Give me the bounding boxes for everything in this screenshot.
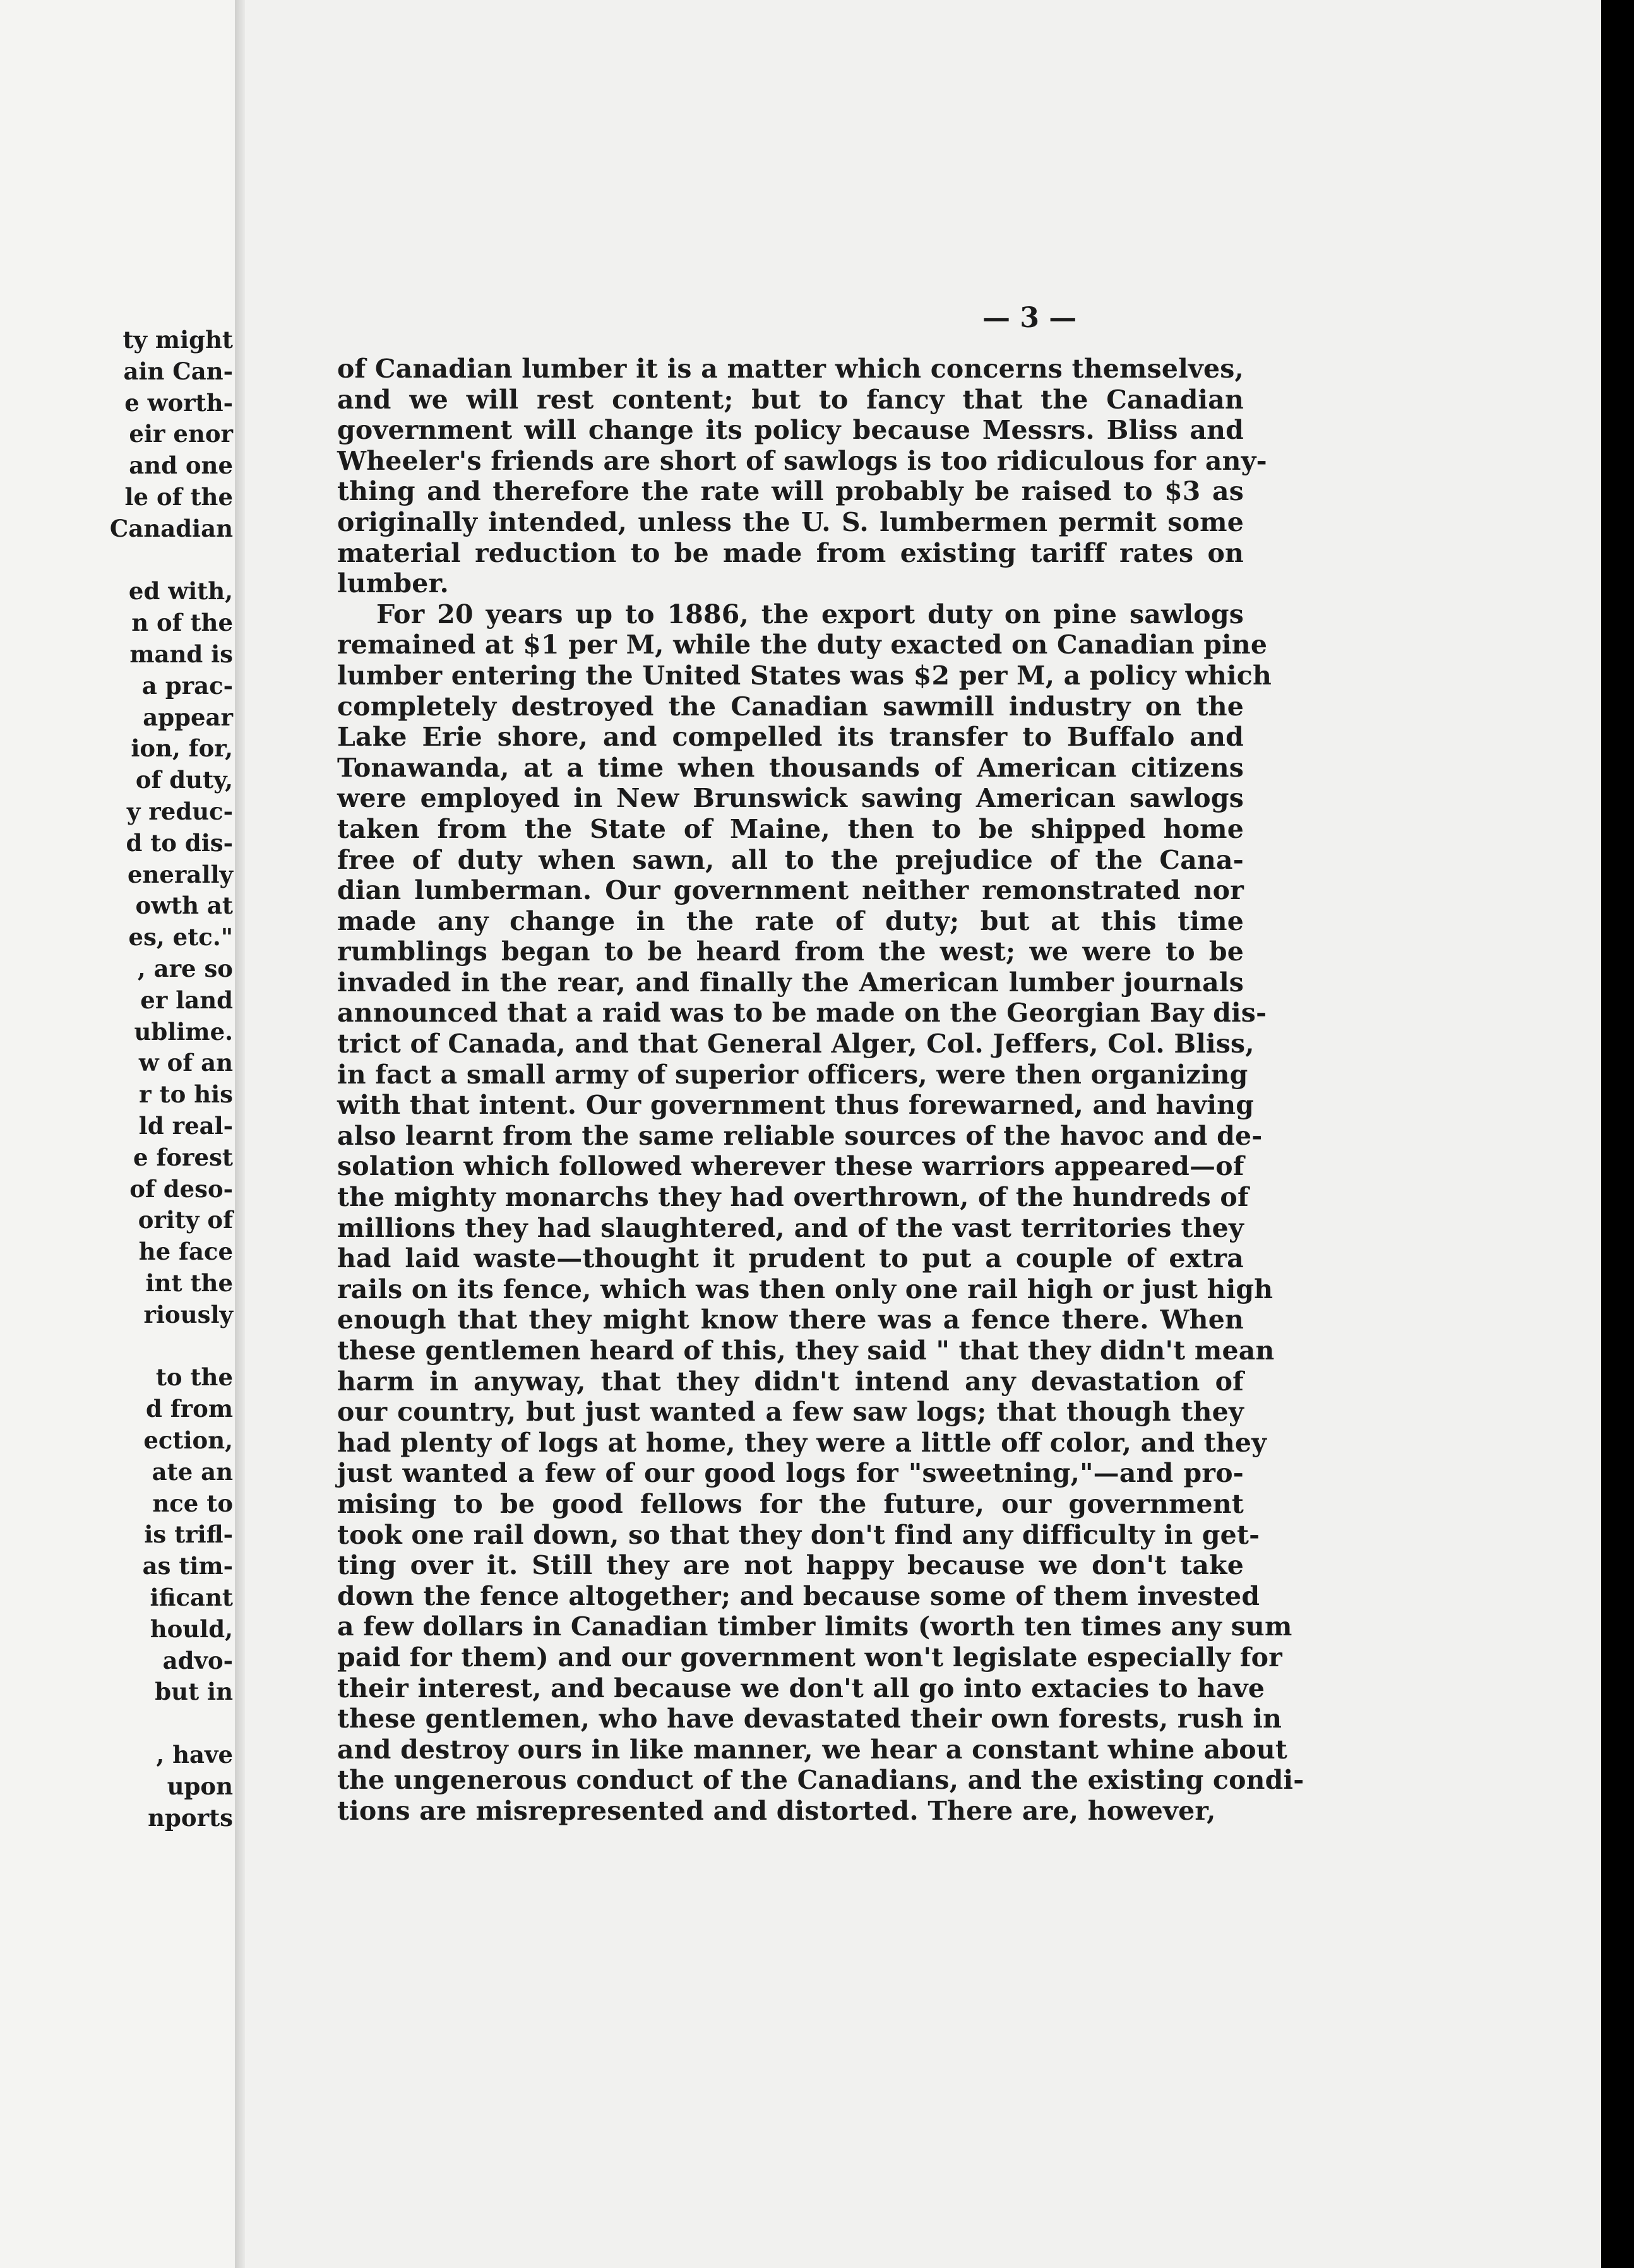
left-page-line: he face [138, 1238, 233, 1266]
text-line: free of duty when sawn, all to the prejudice of the Cana- [337, 844, 1244, 875]
text-line: tions are misrepresented and distorted. There are, however, [337, 1795, 1216, 1826]
body-text [337, 354, 1304, 1827]
text-line: paid for them) and our government won't legislate especially for [337, 1642, 1282, 1673]
text-line: remained at $1 per M, while the duty exacted on Canadian pine [337, 630, 1268, 660]
left-page-line: , are so [137, 955, 233, 982]
left-page [0, 0, 238, 2268]
left-page-line: owth at [135, 892, 233, 920]
left-page-line: e forest [133, 1143, 233, 1171]
text-line: had plenty of logs at home, they were a little off color, and they [337, 1427, 1267, 1458]
left-page-line: r to his [139, 1080, 233, 1109]
text-line: Lake Erie shore, and compelled its transfer to Buffalo and [337, 722, 1244, 753]
text-line: completely destroyed the Canadian sawmill industry on the [337, 691, 1244, 722]
text-line: also learnt from the same reliable sources of the havoc and de- [337, 1120, 1263, 1151]
left-page-line: ld real- [138, 1112, 233, 1140]
left-page-line: of duty, [135, 766, 233, 794]
text-line: the mighty monarchs they had overthrown, of the hundreds of [337, 1182, 1249, 1213]
text-line: a few dollars in Canadian timber limits (worth ten times any sum [337, 1611, 1292, 1642]
text-line: rails on its fence, which was then only one rail high or just high [337, 1274, 1273, 1304]
text-line: had laid waste—thought it prudent to put a couple of extra [337, 1243, 1244, 1274]
text-line: Wheeler's friends are short of sawlogs is too ridiculous for any- [337, 445, 1267, 476]
text-line: lumber entering the United States was $2 per M, a policy which [337, 660, 1272, 691]
text-line: trict of Canada, and that General Alger, Col. Jeffers, Col. Bliss, [337, 1029, 1255, 1059]
text-line: invaded in the rear, and finally the American lumber journals [337, 967, 1244, 998]
left-page-line: d to dis- [126, 828, 233, 857]
text-line: these gentlemen heard of this, they said " that they didn't mean [337, 1335, 1275, 1366]
text-line: announced that a raid was to be made on the Georgian Bay dis- [337, 998, 1267, 1029]
left-page-line: ion, for, [131, 734, 233, 763]
text-line: lumber. [337, 568, 450, 599]
text-line: and destroy ours in like manner, we hear a constant whine about [337, 1734, 1287, 1765]
left-page-line: ty might [122, 326, 233, 354]
text-line: material reduction to be made from existing tariff rates on [337, 537, 1244, 568]
left-page-line: nports [148, 1803, 233, 1832]
text-line: just wanted a few of our good logs for "sweetning,"—and pro- [337, 1458, 1244, 1489]
left-page-line: es, etc." [128, 923, 233, 952]
left-page-line: hould, [150, 1614, 233, 1643]
left-page-line: Canadian [109, 514, 233, 542]
text-line: made any change in the rate of duty; but at this time [337, 905, 1244, 936]
left-page-line: to the [155, 1363, 233, 1392]
left-page-line: , have [156, 1741, 233, 1769]
left-page-line: ed with, [128, 577, 233, 606]
text-line: took one rail down, so that they don't find any difficulty in get- [337, 1519, 1260, 1550]
text-line: originally intended, unless the U. S. lumbermen permit some [337, 506, 1244, 537]
text-line: thing and therefore the rate will probably be raised to $3 as [337, 476, 1244, 507]
text-line: dian lumberman. Our government neither remonstrated nor [337, 875, 1244, 906]
text-line: were employed in New Brunswick sawing American sawlogs [337, 783, 1244, 814]
left-page-line: appear [143, 703, 233, 731]
left-page-line: e worth- [124, 388, 233, 417]
text-line: For 20 years up to 1886, the export duty on pine sawlogs [376, 599, 1244, 630]
left-page-line: ority of [138, 1206, 233, 1234]
text-line: these gentlemen, who have devastated their own forests, rush in [337, 1704, 1282, 1734]
left-page-line: ection, [143, 1426, 233, 1454]
text-line: with that intent. Our government thus forewarned, and having [337, 1090, 1255, 1121]
text-line: ting over it. Still they are not happy because we don't take [337, 1550, 1244, 1581]
text-line: solation which followed wherever these warriors appeared—of [337, 1151, 1244, 1182]
text-line: millions they had slaughtered, and of the vast territories they [337, 1212, 1244, 1243]
text-line: and we will rest content; but to fancy that the Canadian [337, 384, 1244, 415]
text-line: the ungenerous conduct of the Canadians, and the existing condi- [337, 1765, 1304, 1796]
text-line: in fact a small army of superior officers, were then organizing [337, 1059, 1248, 1090]
text-line: Tonawanda, at a time when thousands of American citizens [337, 752, 1244, 783]
text-line: of Canadian lumber it is a matter which concerns themselves, [337, 354, 1244, 384]
left-page-line: and one [129, 451, 233, 480]
text-line: down the fence altogether; and because some of them invested [337, 1580, 1260, 1611]
text-line: enough that they might know there was a fence there. When [337, 1304, 1244, 1335]
left-page-line: er land [140, 986, 233, 1014]
left-page-line: eir enor [129, 420, 233, 448]
left-page-line: advo- [162, 1646, 233, 1674]
left-page-line: ificant [150, 1584, 233, 1611]
left-page-line: a prac- [141, 671, 233, 700]
left-page-line: but in [155, 1678, 233, 1706]
left-page-line: mand is [129, 640, 233, 668]
text-line: their interest, and because we don't all go into extacies to have [337, 1673, 1265, 1704]
text-line: our country, but just wanted a few saw logs; that though they [337, 1397, 1244, 1428]
left-page-line: le of the [124, 483, 233, 511]
left-page-line: of deso- [129, 1174, 233, 1203]
text-line: taken from the State of Maine, then to be shipped home [337, 813, 1244, 844]
left-page-line: upon [167, 1772, 233, 1800]
text-line: mising to be good fellows for the future, our government [337, 1488, 1244, 1519]
left-page-line: ain Can- [123, 357, 233, 385]
text-line: harm in anyway, that they didn't intend any devastation of [337, 1366, 1244, 1397]
left-page-line: d from [146, 1395, 233, 1423]
left-page-line: y reduc- [126, 797, 233, 825]
page-number: — 3 — [982, 302, 1077, 334]
left-page-line: riously [143, 1300, 233, 1328]
left-page-line: ate an [152, 1457, 233, 1486]
left-page-line: w of an [138, 1049, 233, 1077]
left-page-line: nce to [152, 1489, 233, 1517]
left-page-line: enerally [127, 860, 233, 888]
left-page-line: as tim- [142, 1552, 233, 1580]
text-line: government will change its policy because Messrs. Bliss and [337, 415, 1244, 446]
left-page-line: is trifl- [144, 1520, 233, 1549]
left-page-line: int the [145, 1269, 233, 1297]
left-page-line: n of the [131, 609, 233, 637]
left-page-line: ublime. [134, 1017, 233, 1046]
scan-border [1601, 0, 1634, 2268]
text-line: rumblings began to be heard from the west; we were to be [337, 936, 1244, 967]
